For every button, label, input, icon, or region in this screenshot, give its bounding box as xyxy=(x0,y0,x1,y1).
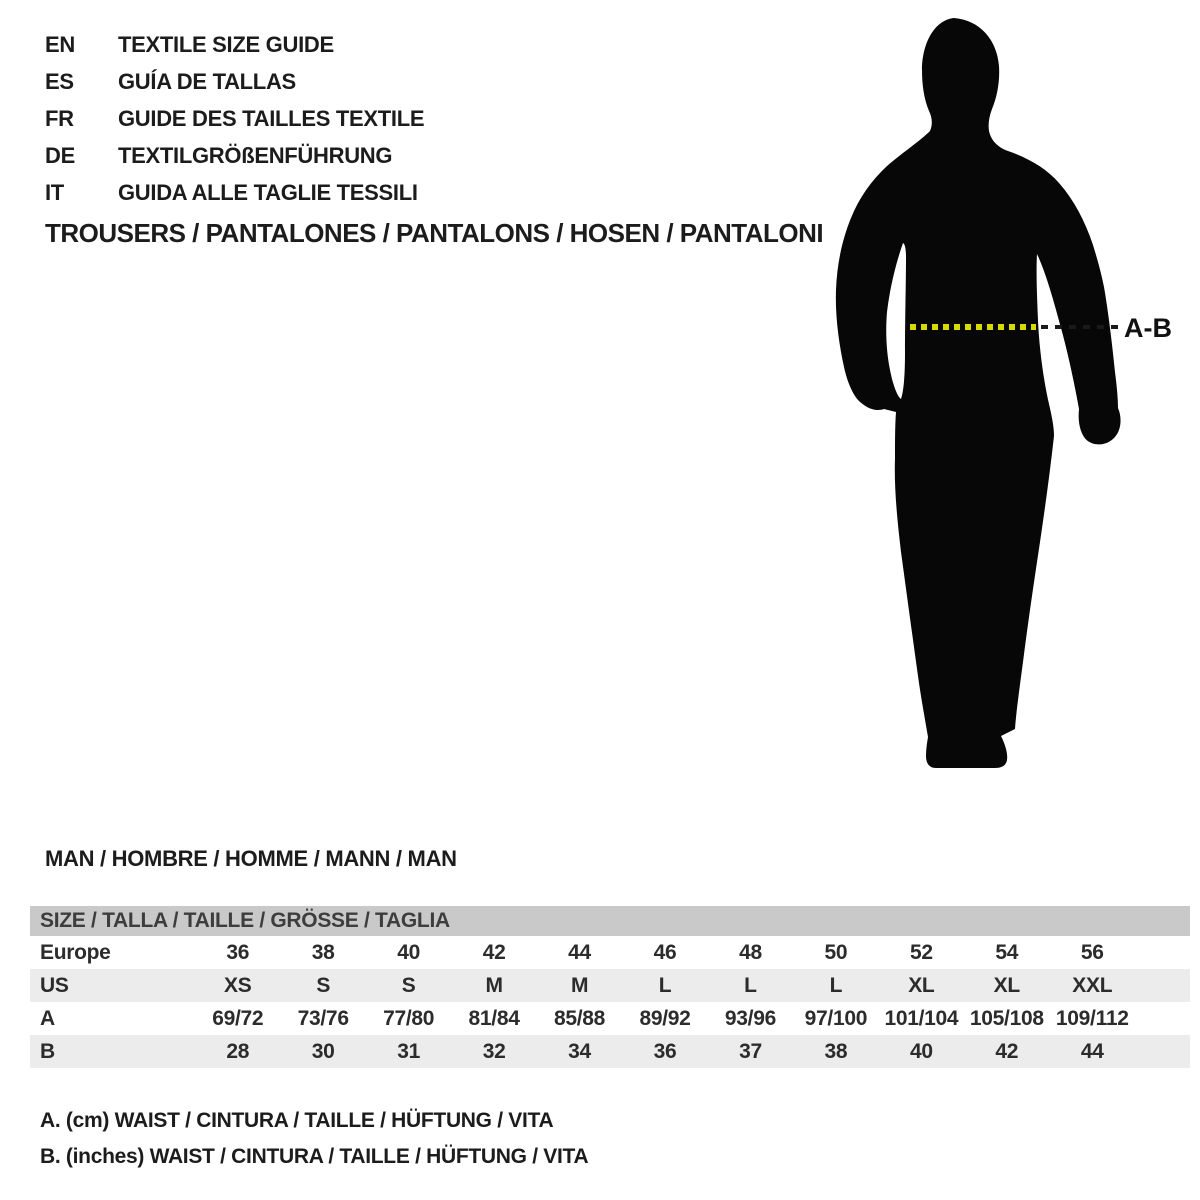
size-cell: XL xyxy=(993,974,1020,997)
size-cell: 89/92 xyxy=(639,1007,691,1030)
footnote-b-inches: B. (inches) WAIST / CINTURA / TAILLE / HÜFTUNG / VITA xyxy=(40,1145,589,1168)
size-cell: 40 xyxy=(397,941,421,964)
row-spacer xyxy=(1135,969,1190,1002)
row-label: Europe xyxy=(40,941,111,964)
size-cell: 38 xyxy=(311,941,335,964)
table-row-us xyxy=(30,969,1190,1002)
language-code: EN xyxy=(45,31,75,57)
row-label: B xyxy=(40,1040,55,1063)
language-label: TEXTILGRÖßENFÜHRUNG xyxy=(118,142,393,168)
language-row-es xyxy=(45,63,424,100)
size-cell: 30 xyxy=(311,1040,335,1063)
size-cell: 93/96 xyxy=(724,1007,776,1030)
size-cell: 42 xyxy=(995,1040,1019,1063)
table-row-a-cm xyxy=(30,1002,1190,1035)
size-cell: 44 xyxy=(568,941,591,964)
size-cell: 46 xyxy=(653,941,677,964)
row-spacer xyxy=(1135,936,1190,969)
language-code: IT xyxy=(45,179,64,205)
size-cell: L xyxy=(829,974,843,997)
size-table xyxy=(30,906,1190,1068)
product-heading: TROUSERS / PANTALONES / PANTALONS / HOSEN / PANTALONI xyxy=(45,218,824,248)
man-silhouette xyxy=(836,18,1121,768)
size-cell: 37 xyxy=(739,1040,762,1063)
language-row-it xyxy=(45,174,424,211)
size-cell: L xyxy=(744,974,757,997)
size-cell: 52 xyxy=(909,941,933,964)
size-cell: 56 xyxy=(1080,941,1104,964)
language-code: ES xyxy=(45,68,74,94)
size-cell: 105/108 xyxy=(969,1007,1044,1030)
size-cell: XL xyxy=(908,974,935,997)
language-label: GUÍA DE TALLAS xyxy=(118,68,296,94)
size-cell: 40 xyxy=(909,1040,933,1063)
size-cell: 42 xyxy=(482,941,506,964)
size-cell: 34 xyxy=(568,1040,591,1063)
size-cell: 54 xyxy=(995,941,1019,964)
row-spacer xyxy=(1135,1035,1190,1068)
size-cell: 32 xyxy=(482,1040,506,1063)
measure-footnotes xyxy=(40,1103,588,1175)
language-label: GUIDA ALLE TAGLIE TESSILI xyxy=(118,179,418,205)
row-label: US xyxy=(40,974,69,997)
size-cell: 77/80 xyxy=(383,1007,435,1030)
size-cell: 36 xyxy=(226,941,250,964)
language-label: TEXTILE SIZE GUIDE xyxy=(118,31,334,57)
row-spacer xyxy=(1135,1002,1190,1035)
gender-heading: MAN / HOMBRE / HOMME / MANN / MAN xyxy=(45,846,457,871)
size-cell: 97/100 xyxy=(804,1007,868,1030)
size-table-header: SIZE / TALLA / TAILLE / GRÖSSE / TAGLIA xyxy=(30,906,1190,936)
size-cell: XS xyxy=(224,974,252,997)
size-cell: M xyxy=(570,974,589,997)
size-cell: 28 xyxy=(226,1040,250,1063)
size-cell: 85/88 xyxy=(554,1007,606,1030)
size-cell: S xyxy=(316,974,331,997)
table-row-europe xyxy=(30,936,1190,969)
size-cell: M xyxy=(485,974,503,997)
measure-label-ab: A-B xyxy=(1124,313,1172,343)
size-cell: 109/112 xyxy=(1055,1007,1129,1030)
size-cell: 50 xyxy=(824,941,848,964)
language-code: DE xyxy=(45,142,75,168)
size-cell: 44 xyxy=(1080,1040,1104,1063)
man-silhouette-figure xyxy=(820,0,1200,790)
language-list xyxy=(45,26,424,211)
size-cell: 101/104 xyxy=(884,1007,959,1030)
table-row-b-inches xyxy=(30,1035,1190,1068)
language-row-fr xyxy=(45,100,424,137)
size-cell: XXL xyxy=(1072,974,1113,997)
size-cell: 31 xyxy=(397,1040,421,1063)
size-cell: 38 xyxy=(824,1040,848,1063)
man-silhouette-svg xyxy=(820,0,1200,790)
size-cell: S xyxy=(401,974,416,997)
language-label: GUIDE DES TAILLES TEXTILE xyxy=(118,105,425,131)
size-cell: L xyxy=(658,974,672,997)
language-code: FR xyxy=(45,105,74,131)
footnote-a-cm: A. (cm) WAIST / CINTURA / TAILLE / HÜFTUNG / VITA xyxy=(40,1109,554,1132)
language-row-en xyxy=(45,26,424,63)
size-cell: 73/76 xyxy=(297,1007,349,1030)
size-cell: 69/72 xyxy=(212,1007,264,1030)
size-cell: 81/84 xyxy=(468,1007,520,1030)
row-label: A xyxy=(40,1007,55,1030)
size-cell: 36 xyxy=(653,1040,677,1063)
language-row-de xyxy=(45,137,424,174)
size-cell: 48 xyxy=(739,941,762,964)
